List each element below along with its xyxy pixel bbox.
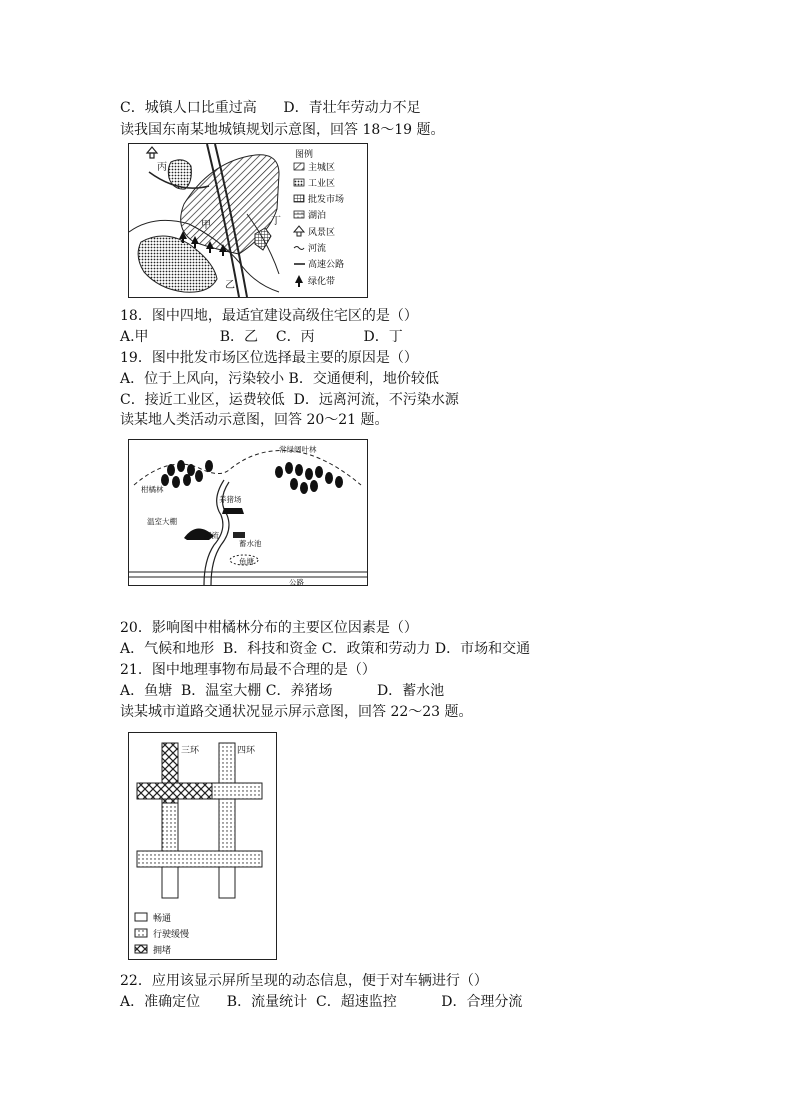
q22: 22．应用该显示屏所呈现的动态信息，便于对车辆进行（） [120,973,488,989]
label-ring4: 四环 [237,746,256,756]
road-h-bottom-slow [137,851,262,867]
intro-20-21: 读某地人类活动示意图，回答 20～21 题。 [120,412,389,428]
label-reservoir: 蓄水池 [239,539,262,548]
road-h-top-slow [212,783,262,799]
place-yi: 乙 [225,280,235,291]
svg-text:风景区: 风景区 [308,228,336,238]
svg-text:河流: 河流 [308,244,327,254]
svg-text:主城区: 主城区 [308,163,336,173]
svg-text:绿化带: 绿化带 [308,277,336,287]
svg-text:畅通: 畅通 [153,914,172,924]
label-greenhouse: 温室大棚 [147,517,177,526]
svg-text:行驶缓慢: 行驶缓慢 [153,930,190,940]
legend-free [135,912,171,924]
scenic-icon [147,147,157,158]
label-orange: 柑橘林 [141,485,164,494]
place-ding: 丁 [271,216,281,227]
label-road: 公路 [289,578,304,585]
legend-jam [135,944,171,956]
q19: 19．图中批发市场区位选择最主要的原因是（） [120,350,418,366]
legend-greenbelt [295,275,335,287]
legend-wholesale [294,193,344,205]
q17-options: C．城镇人口比重过高 D．青壮年劳动力不足 [120,100,421,116]
svg-text:拥堵: 拥堵 [153,946,172,956]
legend-main-city [294,161,335,173]
traffic-display-map [128,732,277,960]
label-ring3: 三环 [181,746,200,756]
traffic-display-svg [129,733,276,959]
intro-18-19: 读我国东南某地城镇规划示意图，回答 18～19 题。 [120,122,445,138]
legend-scenic [294,226,335,238]
q20: 20．影响图中柑橘林分布的主要区位因素是（） [120,620,418,636]
q18-options: A.甲 B．乙 C．丙 D．丁 [120,329,403,345]
svg-text:湖泊: 湖泊 [308,211,327,221]
road-v-left-slow [162,803,178,853]
place-jia: 甲 [201,220,211,231]
legend-lake [294,209,326,221]
q20-options: A．气候和地形 B．科技和资金 C．政策和劳动力 D．市场和交通 [120,641,531,657]
label-river: 河流 [204,531,219,540]
legend-title: 图例 [295,150,314,160]
q21: 21．图中地理事物布局最不合理的是（） [120,662,376,678]
town-planning-svg [129,144,367,297]
reservoir [233,532,245,538]
legend-industrial [294,177,335,189]
svg-text:批发市场: 批发市场 [308,195,345,205]
q21-options: A．鱼塘 B．温室大棚 C．养猪场 D．蓄水池 [120,683,445,699]
legend-river [294,242,326,254]
q22-options: A．准确定位 B．流量统计 C．超速监控 D．合理分流 [120,994,523,1010]
legend-slow [135,928,189,940]
svg-text:高速公路: 高速公路 [308,260,345,270]
town-planning-map [128,143,368,298]
q18: 18．图中四地，最适宜建设高级住宅区的是（） [120,308,418,324]
label-forest: 常绿阔叶林 [279,445,317,454]
svg-text:工业区: 工业区 [308,179,336,189]
road-h-top-jam [137,783,212,799]
human-activity-map [128,439,368,586]
human-activity-svg [129,440,367,585]
label-fishpond: 鱼塘 [239,557,254,566]
q19-options-ab: A．位于上风向，污染较小 B．交通便利，地价较低 [120,371,439,387]
pig-farm [222,508,244,514]
label-pig: 养猪场 [219,495,242,504]
place-bing: 丙 [157,162,167,173]
intro-22-23: 读某城市道路交通状况显示屏示意图，回答 22～23 题。 [120,704,473,720]
legend-highway [294,258,344,270]
q19-options-cd: C．接近工业区，运费较低 D．远离河流，不污染水源 [120,392,459,408]
broadleaf-trees [275,462,343,494]
